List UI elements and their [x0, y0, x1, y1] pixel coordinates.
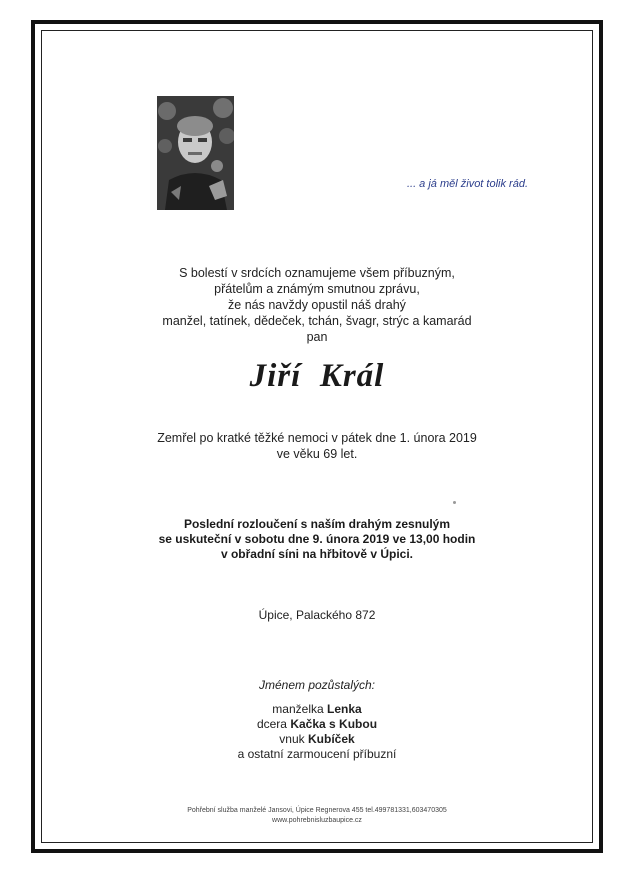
announcement-line: S bolestí v srdcích oznamujeme všem příbuzným, [179, 266, 455, 280]
announcement-line: přátelům a známým smutnou zprávu, [214, 282, 420, 296]
death-info [41, 430, 593, 462]
survivor-wife [41, 702, 593, 717]
announcement-line: manžel, tatínek, dědeček, tchán, švagr, strýc a kamarád [162, 314, 472, 328]
deceased-name [41, 358, 593, 395]
announcement-line: pan [306, 330, 328, 344]
footer-website: www.pohrebnisluzbaupice.cz [272, 817, 362, 824]
portrait-image [157, 96, 234, 210]
relation-label: dcera [256, 717, 287, 731]
survivors-list [41, 702, 593, 762]
funeral-service-footer [41, 806, 593, 826]
relation-label: vnuk [279, 732, 305, 746]
survivor-name: Kačka s Kubou [290, 717, 378, 731]
death-line: Zemřel po kratké těžké nemoci v pátek dne 1. února 2019 [157, 431, 477, 445]
farewell-info [41, 517, 593, 562]
relation-label: manželka [272, 702, 324, 716]
scan-speck [453, 501, 456, 504]
survivor-name: Lenka [327, 702, 362, 716]
address: Úpice, Palackého 872 [258, 608, 376, 622]
farewell-line: Poslední rozloučení s naším drahým zesnulým [183, 517, 451, 531]
footer-contact: Pohřební služba manželé Jansovi, Úpice Regnerova 455 tel.499781331,603470305 [187, 807, 447, 814]
last-name: Král [319, 358, 385, 394]
survivors-title: Jménem pozůstalých: [258, 678, 376, 692]
survivor-grandson [41, 732, 593, 747]
age-line: ve věku 69 let. [276, 447, 358, 461]
portrait-photo [157, 96, 234, 210]
survivor-others: a ostatní zarmoucení příbuzní [237, 747, 397, 761]
announcement-line: že nás navždy opustil náš drahý [228, 298, 406, 312]
first-name: Jiří [249, 358, 302, 394]
survivor-daughter [41, 717, 593, 732]
survivor-name: Kubíček [308, 732, 355, 746]
farewell-line: v obřadní síni na hřbitově v Úpici. [220, 547, 414, 561]
farewell-line: se uskuteční v sobotu dne 9. února 2019 ve 13,00 hodin [158, 532, 476, 546]
motto-quote: ... a já měl život tolik rád. [406, 178, 528, 190]
announcement [41, 265, 593, 345]
